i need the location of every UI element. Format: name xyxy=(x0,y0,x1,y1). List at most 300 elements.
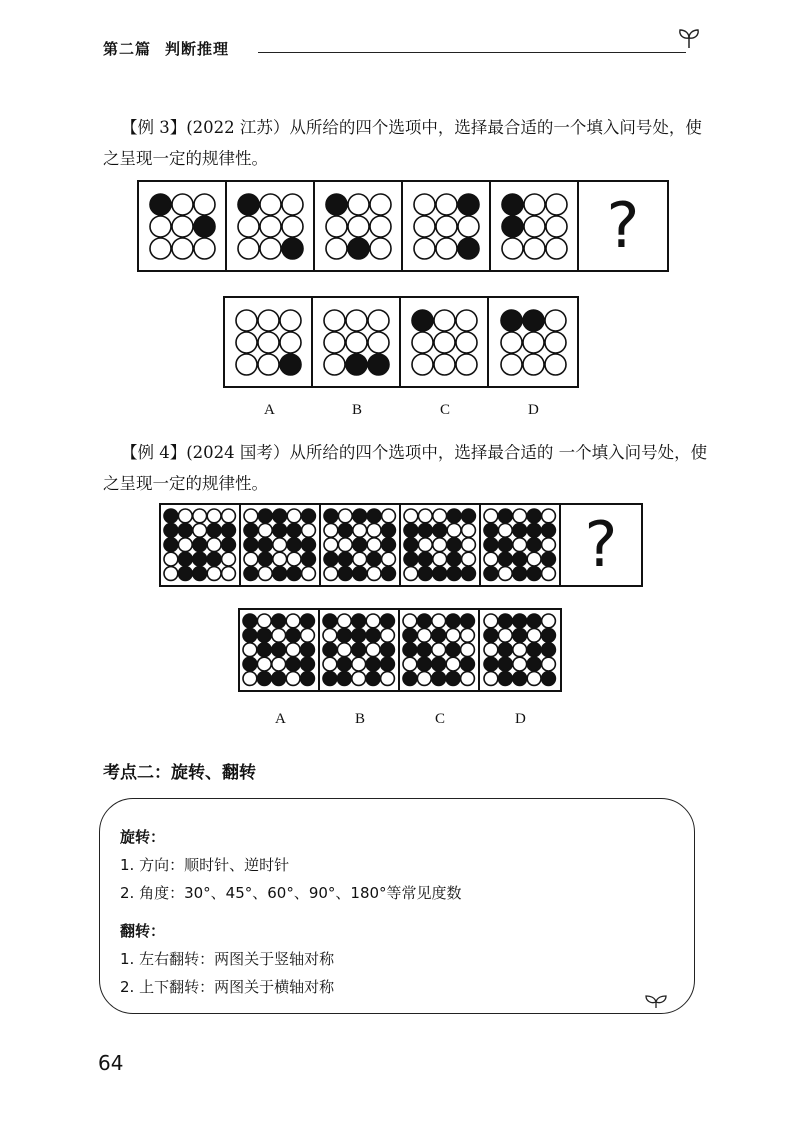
circle-grid-figure xyxy=(499,308,568,377)
filled-circle xyxy=(301,643,315,657)
example3-stem-figure-4 xyxy=(403,182,491,270)
empty-circle xyxy=(352,657,366,671)
filled-circle xyxy=(419,567,433,581)
empty-circle xyxy=(243,643,257,657)
running-header xyxy=(103,38,229,59)
empty-circle xyxy=(542,657,556,671)
filled-circle xyxy=(527,657,541,671)
example3-option-figure-1 xyxy=(225,298,313,386)
filled-circle xyxy=(287,524,301,538)
empty-circle xyxy=(273,552,287,566)
empty-circle xyxy=(381,629,395,643)
filled-circle xyxy=(527,567,541,581)
example4-stem-figure-2 xyxy=(241,505,321,585)
empty-circle xyxy=(172,216,193,237)
filled-circle xyxy=(338,657,352,671)
filled-circle xyxy=(150,194,171,215)
filled-circle xyxy=(484,629,498,643)
filled-circle xyxy=(484,538,498,552)
option-label-b: B xyxy=(355,711,366,727)
filled-circle xyxy=(323,614,337,628)
example4-stem-figure-4 xyxy=(401,505,481,585)
filled-circle xyxy=(404,524,418,538)
circle-grid-figure xyxy=(401,612,476,687)
empty-circle xyxy=(238,216,259,237)
empty-circle xyxy=(545,332,566,353)
filled-circle xyxy=(513,567,527,581)
empty-circle xyxy=(546,194,567,215)
section-heading: 考点二：旋转、翻转 xyxy=(103,763,256,783)
empty-circle xyxy=(446,657,460,671)
empty-circle xyxy=(433,538,447,552)
filled-circle xyxy=(527,643,541,657)
filled-circle xyxy=(404,538,418,552)
filled-circle xyxy=(272,614,286,628)
empty-circle xyxy=(523,354,544,375)
empty-circle xyxy=(179,509,193,523)
filled-circle xyxy=(272,643,286,657)
filled-circle xyxy=(461,614,475,628)
filled-circle xyxy=(273,509,287,523)
circle-grid-figure xyxy=(324,192,393,261)
filled-circle xyxy=(502,194,523,215)
empty-circle xyxy=(527,672,541,686)
empty-circle xyxy=(324,538,338,552)
empty-circle xyxy=(524,238,545,259)
empty-circle xyxy=(164,567,178,581)
filled-circle xyxy=(352,629,366,643)
example4-stem-figure-5 xyxy=(481,505,561,585)
filled-circle xyxy=(259,552,273,566)
filled-circle xyxy=(432,657,446,671)
empty-circle xyxy=(501,332,522,353)
empty-circle xyxy=(484,643,498,657)
circle-grid-figure xyxy=(412,192,481,261)
filled-circle xyxy=(446,672,460,686)
filled-circle xyxy=(353,509,367,523)
filled-circle xyxy=(338,629,352,643)
empty-circle xyxy=(272,629,286,643)
flip-item-1: 1. 左右翻转：两图关于竖轴对称 xyxy=(120,950,335,968)
empty-circle xyxy=(433,552,447,566)
empty-circle xyxy=(484,614,498,628)
empty-circle xyxy=(436,216,457,237)
empty-circle xyxy=(352,672,366,686)
filled-circle xyxy=(446,614,460,628)
filled-circle xyxy=(302,509,316,523)
option-label-d: D xyxy=(528,402,539,418)
filled-circle xyxy=(193,567,207,581)
empty-circle xyxy=(207,538,221,552)
empty-circle xyxy=(546,238,567,259)
empty-circle xyxy=(368,332,389,353)
option-label-c: C xyxy=(435,711,446,727)
filled-circle xyxy=(207,552,221,566)
filled-circle xyxy=(458,194,479,215)
empty-circle xyxy=(462,552,476,566)
empty-circle xyxy=(346,332,367,353)
filled-circle xyxy=(338,672,352,686)
empty-circle xyxy=(433,509,447,523)
filled-circle xyxy=(382,538,396,552)
filled-circle xyxy=(418,657,432,671)
empty-circle xyxy=(353,524,367,538)
circle-grid-figure xyxy=(402,507,477,582)
example3-option-figure-4 xyxy=(489,298,577,386)
filled-circle xyxy=(419,552,433,566)
empty-circle xyxy=(523,332,544,353)
filled-circle xyxy=(244,567,258,581)
circle-grid-figure xyxy=(241,612,316,687)
filled-circle xyxy=(243,657,257,671)
empty-circle xyxy=(414,238,435,259)
empty-circle xyxy=(258,332,279,353)
circle-grid-figure xyxy=(321,612,396,687)
empty-circle xyxy=(286,643,300,657)
empty-circle xyxy=(353,552,367,566)
empty-circle xyxy=(243,672,257,686)
circle-grid-figure xyxy=(162,507,237,582)
filled-circle xyxy=(272,672,286,686)
empty-circle xyxy=(194,238,215,259)
filled-circle xyxy=(527,509,541,523)
empty-circle xyxy=(348,216,369,237)
filled-circle xyxy=(542,629,556,643)
filled-circle xyxy=(381,643,395,657)
filled-circle xyxy=(418,643,432,657)
empty-circle xyxy=(527,629,541,643)
filled-circle xyxy=(193,538,207,552)
empty-circle xyxy=(462,524,476,538)
empty-circle xyxy=(434,332,455,353)
empty-circle xyxy=(456,354,477,375)
empty-circle xyxy=(432,614,446,628)
empty-circle xyxy=(324,354,345,375)
example4-stem-figure-1 xyxy=(161,505,241,585)
empty-circle xyxy=(260,194,281,215)
filled-circle xyxy=(273,524,287,538)
circle-grid-figure xyxy=(234,308,303,377)
option-label-b: B xyxy=(352,402,363,418)
empty-circle xyxy=(286,614,300,628)
filled-circle xyxy=(523,310,544,331)
filled-circle xyxy=(194,216,215,237)
filled-circle xyxy=(447,567,461,581)
filled-circle xyxy=(323,672,337,686)
empty-circle xyxy=(339,509,353,523)
filled-circle xyxy=(164,524,178,538)
empty-circle xyxy=(434,354,455,375)
empty-circle xyxy=(418,629,432,643)
empty-circle xyxy=(164,552,178,566)
filled-circle xyxy=(412,310,433,331)
filled-circle xyxy=(326,194,347,215)
empty-circle xyxy=(524,216,545,237)
filled-circle xyxy=(382,524,396,538)
filled-circle xyxy=(499,643,513,657)
empty-circle xyxy=(447,524,461,538)
filled-circle xyxy=(403,643,417,657)
section-label: 判断推理 xyxy=(165,40,230,58)
empty-circle xyxy=(259,567,273,581)
empty-circle xyxy=(484,552,498,566)
question-mark: ? xyxy=(606,189,640,262)
question-mark: ? xyxy=(584,508,618,581)
filled-circle xyxy=(367,552,381,566)
empty-circle xyxy=(258,614,272,628)
empty-circle xyxy=(432,643,446,657)
empty-circle xyxy=(484,672,498,686)
example3-option-figure-3 xyxy=(401,298,489,386)
filled-circle xyxy=(418,614,432,628)
flip-item-2: 2. 上下翻转：两图关于横轴对称 xyxy=(120,978,335,996)
empty-circle xyxy=(207,567,221,581)
option-label-c: C xyxy=(440,402,451,418)
filled-circle xyxy=(513,614,527,628)
example3-stem-figure-5 xyxy=(491,182,579,270)
empty-circle xyxy=(404,509,418,523)
empty-circle xyxy=(244,552,258,566)
filled-circle xyxy=(484,524,498,538)
filled-circle xyxy=(381,614,395,628)
option-label-a: A xyxy=(275,711,286,727)
filled-circle xyxy=(542,643,556,657)
filled-circle xyxy=(542,552,556,566)
empty-circle xyxy=(244,509,258,523)
circle-grid-figure xyxy=(410,308,479,377)
empty-circle xyxy=(436,194,457,215)
header-rule xyxy=(258,52,686,53)
empty-circle xyxy=(436,238,457,259)
filled-circle xyxy=(259,509,273,523)
filled-circle xyxy=(222,538,236,552)
empty-circle xyxy=(282,194,303,215)
filled-circle xyxy=(499,672,513,686)
filled-circle xyxy=(164,509,178,523)
empty-circle xyxy=(338,614,352,628)
filled-circle xyxy=(484,567,498,581)
empty-circle xyxy=(412,354,433,375)
circle-grid-figure xyxy=(148,192,217,261)
empty-circle xyxy=(513,657,527,671)
empty-circle xyxy=(259,524,273,538)
empty-circle xyxy=(370,194,391,215)
empty-circle xyxy=(193,509,207,523)
empty-circle xyxy=(456,310,477,331)
filled-circle xyxy=(193,552,207,566)
empty-circle xyxy=(287,552,301,566)
circle-grid-figure xyxy=(482,507,557,582)
circle-grid-figure xyxy=(236,192,305,261)
filled-circle xyxy=(462,567,476,581)
empty-circle xyxy=(370,216,391,237)
filled-circle xyxy=(527,524,541,538)
example4-prompt-line1: 【例 4】(2024 国考）从所给的四个选项中，选择最合适的 一个填入问号处，使 xyxy=(121,443,708,462)
empty-circle xyxy=(339,538,353,552)
filled-circle xyxy=(301,672,315,686)
filled-circle xyxy=(433,524,447,538)
circle-grid-figure xyxy=(322,507,397,582)
empty-circle xyxy=(446,629,460,643)
chapter-label: 第二篇 xyxy=(103,40,152,58)
example3-stem-figure-3 xyxy=(315,182,403,270)
filled-circle xyxy=(207,524,221,538)
empty-circle xyxy=(367,538,381,552)
empty-circle xyxy=(368,310,389,331)
filled-circle xyxy=(366,657,380,671)
empty-circle xyxy=(366,614,380,628)
filled-circle xyxy=(353,567,367,581)
filled-circle xyxy=(280,354,301,375)
empty-circle xyxy=(260,238,281,259)
example4-stem-figure-3 xyxy=(321,505,401,585)
filled-circle xyxy=(446,643,460,657)
empty-circle xyxy=(150,216,171,237)
filled-circle xyxy=(243,614,257,628)
page-number: 64 xyxy=(98,1051,124,1075)
empty-circle xyxy=(484,509,498,523)
filled-circle xyxy=(499,657,513,671)
filled-circle xyxy=(353,538,367,552)
filled-circle xyxy=(258,643,272,657)
rotation-title: 旋转： xyxy=(120,828,166,846)
empty-circle xyxy=(513,538,527,552)
option-label-d: D xyxy=(515,711,526,727)
empty-circle xyxy=(172,194,193,215)
empty-circle xyxy=(172,238,193,259)
filled-circle xyxy=(447,552,461,566)
example3-stem-row xyxy=(137,180,669,272)
filled-circle xyxy=(352,614,366,628)
empty-circle xyxy=(462,538,476,552)
filled-circle xyxy=(324,509,338,523)
filled-circle xyxy=(461,657,475,671)
filled-circle xyxy=(348,238,369,259)
filled-circle xyxy=(499,509,513,523)
filled-circle xyxy=(432,629,446,643)
empty-circle xyxy=(194,194,215,215)
filled-circle xyxy=(513,552,527,566)
empty-circle xyxy=(193,524,207,538)
empty-circle xyxy=(458,216,479,237)
filled-circle xyxy=(447,538,461,552)
empty-circle xyxy=(150,238,171,259)
circle-grid-figure xyxy=(322,308,391,377)
empty-circle xyxy=(222,509,236,523)
empty-circle xyxy=(280,310,301,331)
empty-circle xyxy=(419,509,433,523)
filled-circle xyxy=(273,567,287,581)
filled-circle xyxy=(502,216,523,237)
empty-circle xyxy=(324,310,345,331)
filled-circle xyxy=(259,538,273,552)
filled-circle xyxy=(339,552,353,566)
rotation-item-1: 1. 方向：顺时针、逆时针 xyxy=(120,856,290,874)
empty-circle xyxy=(381,672,395,686)
filled-circle xyxy=(286,629,300,643)
empty-circle xyxy=(272,657,286,671)
filled-circle xyxy=(499,538,513,552)
filled-circle xyxy=(286,657,300,671)
flip-title: 翻转： xyxy=(120,922,166,940)
filled-circle xyxy=(287,538,301,552)
filled-circle xyxy=(352,643,366,657)
filled-circle xyxy=(368,354,389,375)
filled-circle xyxy=(382,567,396,581)
empty-circle xyxy=(414,194,435,215)
empty-circle xyxy=(301,629,315,643)
empty-circle xyxy=(499,629,513,643)
filled-circle xyxy=(244,538,258,552)
filled-circle xyxy=(238,194,259,215)
example3-stem-figure-2 xyxy=(227,182,315,270)
empty-circle xyxy=(461,629,475,643)
filled-circle xyxy=(433,567,447,581)
empty-circle xyxy=(545,354,566,375)
empty-circle xyxy=(542,509,556,523)
option-label-a: A xyxy=(264,402,275,418)
empty-circle xyxy=(236,354,257,375)
filled-circle xyxy=(513,524,527,538)
empty-circle xyxy=(542,567,556,581)
empty-circle xyxy=(324,524,338,538)
filled-circle xyxy=(366,672,380,686)
filled-circle xyxy=(323,643,337,657)
empty-circle xyxy=(346,310,367,331)
empty-circle xyxy=(222,552,236,566)
empty-circle xyxy=(326,216,347,237)
example4-option-figure-4 xyxy=(480,610,560,690)
rotation-item-2: 2. 角度：30°、45°、60°、90°、180°等常见度数 xyxy=(120,884,462,902)
empty-circle xyxy=(382,509,396,523)
filled-circle xyxy=(367,509,381,523)
filled-circle xyxy=(484,657,498,671)
filled-circle xyxy=(499,552,513,566)
empty-circle xyxy=(502,238,523,259)
empty-circle xyxy=(222,567,236,581)
empty-circle xyxy=(260,216,281,237)
example3-prompt-line1: 【例 3】(2022 江苏）从所给的四个选项中，选择最合适的一个填入问号处，使 xyxy=(121,118,702,137)
filled-circle xyxy=(366,629,380,643)
filled-circle xyxy=(527,538,541,552)
example4-option-figure-3 xyxy=(400,610,480,690)
example4-prompt-line2: 之呈现一定的规律性。 xyxy=(103,474,268,493)
filled-circle xyxy=(324,552,338,566)
filled-circle xyxy=(244,524,258,538)
example4-options-row xyxy=(238,608,562,692)
empty-circle xyxy=(524,194,545,215)
sprout-icon xyxy=(676,26,702,52)
empty-circle xyxy=(403,614,417,628)
example3-prompt-line2: 之呈现一定的规律性。 xyxy=(103,149,268,168)
filled-circle xyxy=(287,567,301,581)
filled-circle xyxy=(346,354,367,375)
empty-circle xyxy=(324,332,345,353)
filled-circle xyxy=(542,672,556,686)
filled-circle xyxy=(501,310,522,331)
empty-circle xyxy=(236,310,257,331)
empty-circle xyxy=(302,524,316,538)
filled-circle xyxy=(282,238,303,259)
filled-circle xyxy=(258,672,272,686)
empty-circle xyxy=(404,567,418,581)
example3-stem-figure-1 xyxy=(139,182,227,270)
example4-option-figure-1 xyxy=(240,610,320,690)
sprout-icon-footer xyxy=(643,993,669,1011)
circle-grid-figure xyxy=(482,612,557,687)
filled-circle xyxy=(513,672,527,686)
filled-circle xyxy=(458,238,479,259)
